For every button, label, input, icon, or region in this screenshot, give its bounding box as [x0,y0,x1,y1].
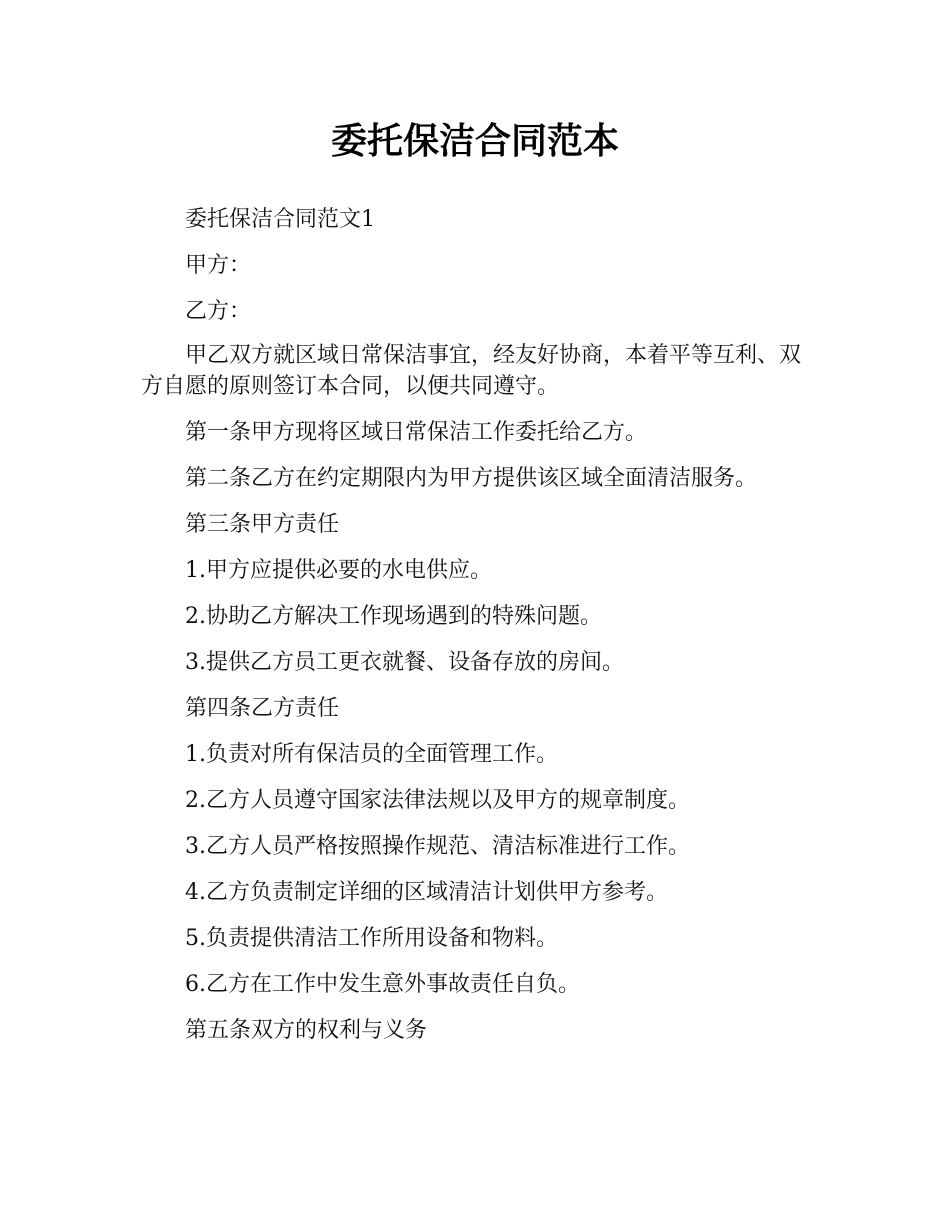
paragraph-article-1: 第一条甲方现将区域日常保洁工作委托给乙方。 [185,420,648,445]
document-body [141,202,811,1059]
paragraph-article-4-heading: 第四条乙方责任 [185,696,340,721]
paragraph-article-3-item-3: 3.提供乙方员工更衣就餐、设备存放的房间。 [185,650,624,675]
paragraph-preamble: 甲乙双方就区域日常保洁事宜，经友好协商，本着平等互利、双方自愿的原则签订本合同，以便共同遵守。 [141,343,802,399]
paragraph-article-5-heading: 第五条双方的权利与义务 [185,1018,428,1043]
document-title: 委托保洁合同范本 [330,121,619,162]
paragraph-article-4-item-5: 5.负责提供清洁工作所用设备和物料。 [185,926,558,951]
paragraph-article-2: 第二条乙方在约定期限内为甲方提供该区域全面清洁服务。 [185,466,758,491]
paragraph-heading-sample: 委托保洁合同范文1 [185,207,375,232]
paragraph-article-3-heading: 第三条甲方责任 [185,512,340,537]
paragraph-article-4-item-3: 3.乙方人员严格按照操作规范、清洁标准进行工作。 [185,834,690,859]
paragraph-article-4-item-4: 4.乙方负责制定详细的区域清洁计划供甲方参考。 [185,880,668,905]
paragraph-article-4-item-2: 2.乙方人员遵守国家法律法规以及甲方的规章制度。 [185,788,690,813]
paragraph-article-4-item-1: 1.负责对所有保洁员的全面管理工作。 [185,742,558,767]
paragraph-party-a: 甲方： [185,253,252,278]
paragraph-article-4-item-6: 6.乙方在工作中发生意外事故责任自负。 [185,972,580,997]
paragraph-party-b: 乙方： [185,299,252,324]
paragraph-article-3-item-1: 1.甲方应提供必要的水电供应。 [185,558,492,583]
paragraph-article-3-item-2: 2.协助乙方解决工作现场遇到的特殊问题。 [185,604,602,629]
